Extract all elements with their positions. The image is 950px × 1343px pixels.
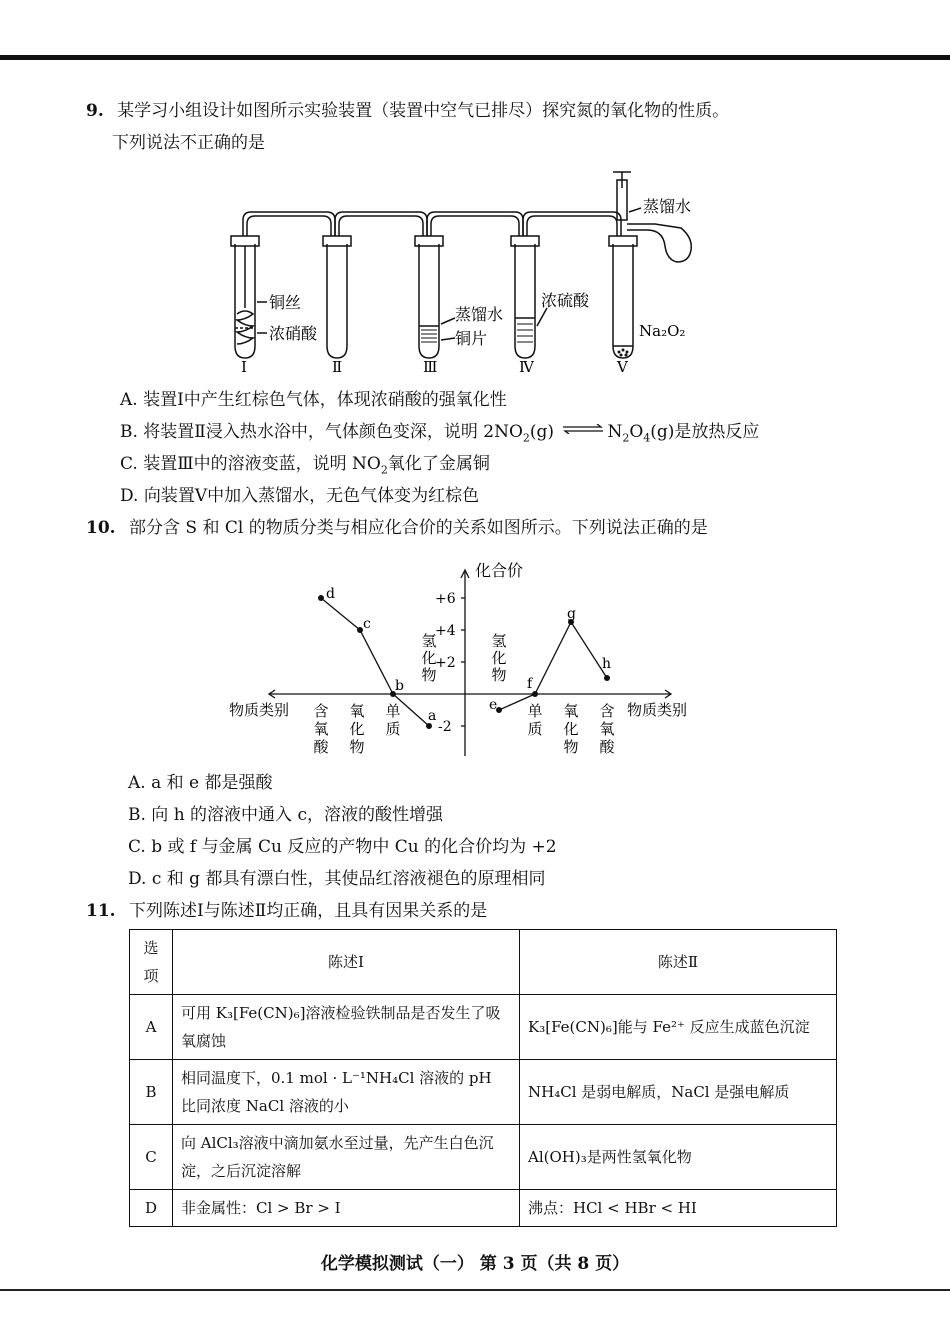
q9-option-b-text: B. 将装置Ⅱ浸入热水浴中，气体颜色变深，说明 2NO — [120, 422, 523, 442]
page-footer: 化学模拟测试（一） 第 3 页（共 8 页） — [320, 1254, 630, 1274]
q10-option-a[interactable]: A. a 和 e 都是强酸 — [128, 773, 273, 793]
q9-option-a[interactable]: A. 装置Ⅰ中产生红棕色气体，体现浓硝酸的强氧化性 — [120, 390, 507, 410]
table-row[interactable] — [130, 995, 837, 1060]
hydride-right: 氢化物 — [491, 632, 507, 684]
cat-right-oxide: 氧化物 — [563, 702, 579, 756]
hydride-left: 氢化物 — [421, 632, 437, 684]
table-row[interactable] — [130, 1190, 837, 1227]
q9-stem-line1 — [86, 100, 729, 122]
y-tick-6: +6 — [435, 591, 456, 607]
q9-number: 9. — [86, 101, 104, 121]
q10-valence-diagram — [225, 558, 705, 763]
q9-option-c-text: C. 装置Ⅲ中的溶液变蓝，说明 NO — [120, 454, 381, 474]
point-f: f — [527, 676, 533, 692]
cat-left-acid: 含氧酸 — [313, 702, 329, 756]
left-categories — [313, 702, 400, 756]
q9-stem-text: 某学习小组设计如图所示实验装置（装置中空气已排尽）探究氮的氧化物的性质。 — [117, 101, 730, 121]
label-na2o2: Na₂O₂ — [639, 322, 686, 340]
label-water-top: 蒸馏水 — [643, 197, 692, 216]
header-option: 选项 — [130, 930, 173, 995]
cat-right-acid: 含氧酸 — [599, 702, 615, 756]
row-statement-1: 可用 K₃[Fe(CN)₆]溶液检验铁制品是否发生了吸氧腐蚀 — [173, 995, 520, 1060]
equilibrium-arrow-icon — [561, 418, 605, 440]
point-e: e — [489, 697, 498, 713]
point-h: h — [602, 656, 612, 672]
y-axis-label: 化合价 — [475, 561, 524, 580]
q10-number: 10. — [86, 518, 116, 538]
q10-stem-text: 部分含 S 和 Cl 的物质分类与相应化合价的关系如图所示。下列说法正确的是 — [128, 518, 708, 538]
q11-stem-text: 下列陈述Ⅰ与陈述Ⅱ均正确，且具有因果关系的是 — [128, 901, 488, 921]
point-d: d — [326, 586, 335, 602]
q10-option-b[interactable]: B. 向 h 的溶液中通入 c，溶液的酸性增强 — [128, 805, 443, 825]
label-conc-h2so4: 浓硫酸 — [541, 291, 590, 310]
q9-option-d[interactable]: D. 向装置Ⅴ中加入蒸馏水，无色气体变为红棕色 — [120, 486, 480, 506]
label-cu-sheet: 铜片 — [455, 329, 488, 348]
q11-table — [129, 929, 837, 1227]
x-axis-label-right: 物质类别 — [627, 701, 688, 719]
table-row[interactable] — [130, 1125, 837, 1190]
right-categories — [527, 702, 615, 756]
tube-label-2: Ⅱ — [332, 358, 343, 376]
q9-option-b[interactable]: B. 将装置Ⅱ浸入热水浴中，气体颜色变深，说明 $2NO_2(g)$ $N_2O_4(g)$是放热反应 — [120, 421, 759, 449]
label-cu-wire: 铜丝 — [269, 293, 302, 312]
row-statement-1: 非金属性：Cl > Br > I — [173, 1190, 520, 1227]
point-g: g — [567, 606, 576, 622]
q11-table-header — [130, 930, 837, 995]
point-b: b — [395, 678, 404, 694]
point-c: c — [363, 616, 371, 632]
tube-label-3: Ⅲ — [423, 358, 438, 376]
cat-left-element: 单质 — [385, 702, 401, 738]
row-statement-2: 沸点：HCl < HBr < HI — [520, 1190, 837, 1227]
y-tick-4: +4 — [435, 623, 456, 639]
q9-option-c[interactable]: C. 装置Ⅲ中的溶液变蓝，说明 $NO_2$氧化了金属铜 — [120, 454, 490, 477]
tube-label-4: Ⅳ — [519, 358, 534, 376]
q10-stem-line — [86, 517, 708, 539]
table-row[interactable] — [130, 1060, 837, 1125]
row-option: C — [130, 1125, 173, 1190]
row-statement-2: NH₄Cl 是弱电解质，NaCl 是强电解质 — [520, 1060, 837, 1125]
q9-apparatus-figure — [215, 168, 705, 380]
label-conc-hno3: 浓硝酸 — [269, 324, 318, 343]
y-tick-2: +2 — [435, 655, 456, 671]
top-rule — [0, 55, 950, 60]
header-statement-2: 陈述Ⅱ — [520, 930, 837, 995]
label-water-mid: 蒸馏水 — [455, 305, 504, 324]
x-axis-label-left: 物质类别 — [229, 701, 290, 719]
row-statement-2: K₃[Fe(CN)₆]能与 Fe²⁺ 反应生成蓝色沉淀 — [520, 995, 837, 1060]
point-a: a — [428, 708, 437, 724]
tube-label-1: Ⅰ — [241, 358, 247, 376]
header-statement-1: 陈述Ⅰ — [173, 930, 520, 995]
row-statement-1: 向 AlCl₃溶液中滴加氨水至过量，先产生白色沉淀，之后沉淀溶解 — [173, 1125, 520, 1190]
q11-number: 11. — [86, 901, 116, 921]
row-statement-1: 相同温度下，0.1 mol · L⁻¹NH₄Cl 溶液的 pH 比同浓度 NaCl 溶液的小 — [173, 1060, 520, 1125]
cat-right-element: 单质 — [527, 702, 543, 738]
q10-option-c[interactable]: C. b 或 f 与金属 Cu 反应的产物中 Cu 的化合价均为 +2 — [128, 837, 557, 857]
q10-option-d[interactable]: D. c 和 g 都具有漂白性，其使品红溶液褪色的原理相同 — [128, 869, 546, 889]
row-option: D — [130, 1190, 173, 1227]
tube-label-5: Ⅴ — [617, 358, 628, 376]
y-tick-neg2: -2 — [438, 719, 452, 735]
row-statement-2: Al(OH)₃是两性氢氧化物 — [520, 1125, 837, 1190]
q9-stem-line2: 下列说法不正确的是 — [112, 133, 265, 153]
bottom-rule — [0, 1289, 950, 1291]
q11-stem-line — [86, 900, 487, 922]
cat-left-oxide: 氧化物 — [349, 702, 365, 756]
row-option: A — [130, 995, 173, 1060]
row-option: B — [130, 1060, 173, 1125]
